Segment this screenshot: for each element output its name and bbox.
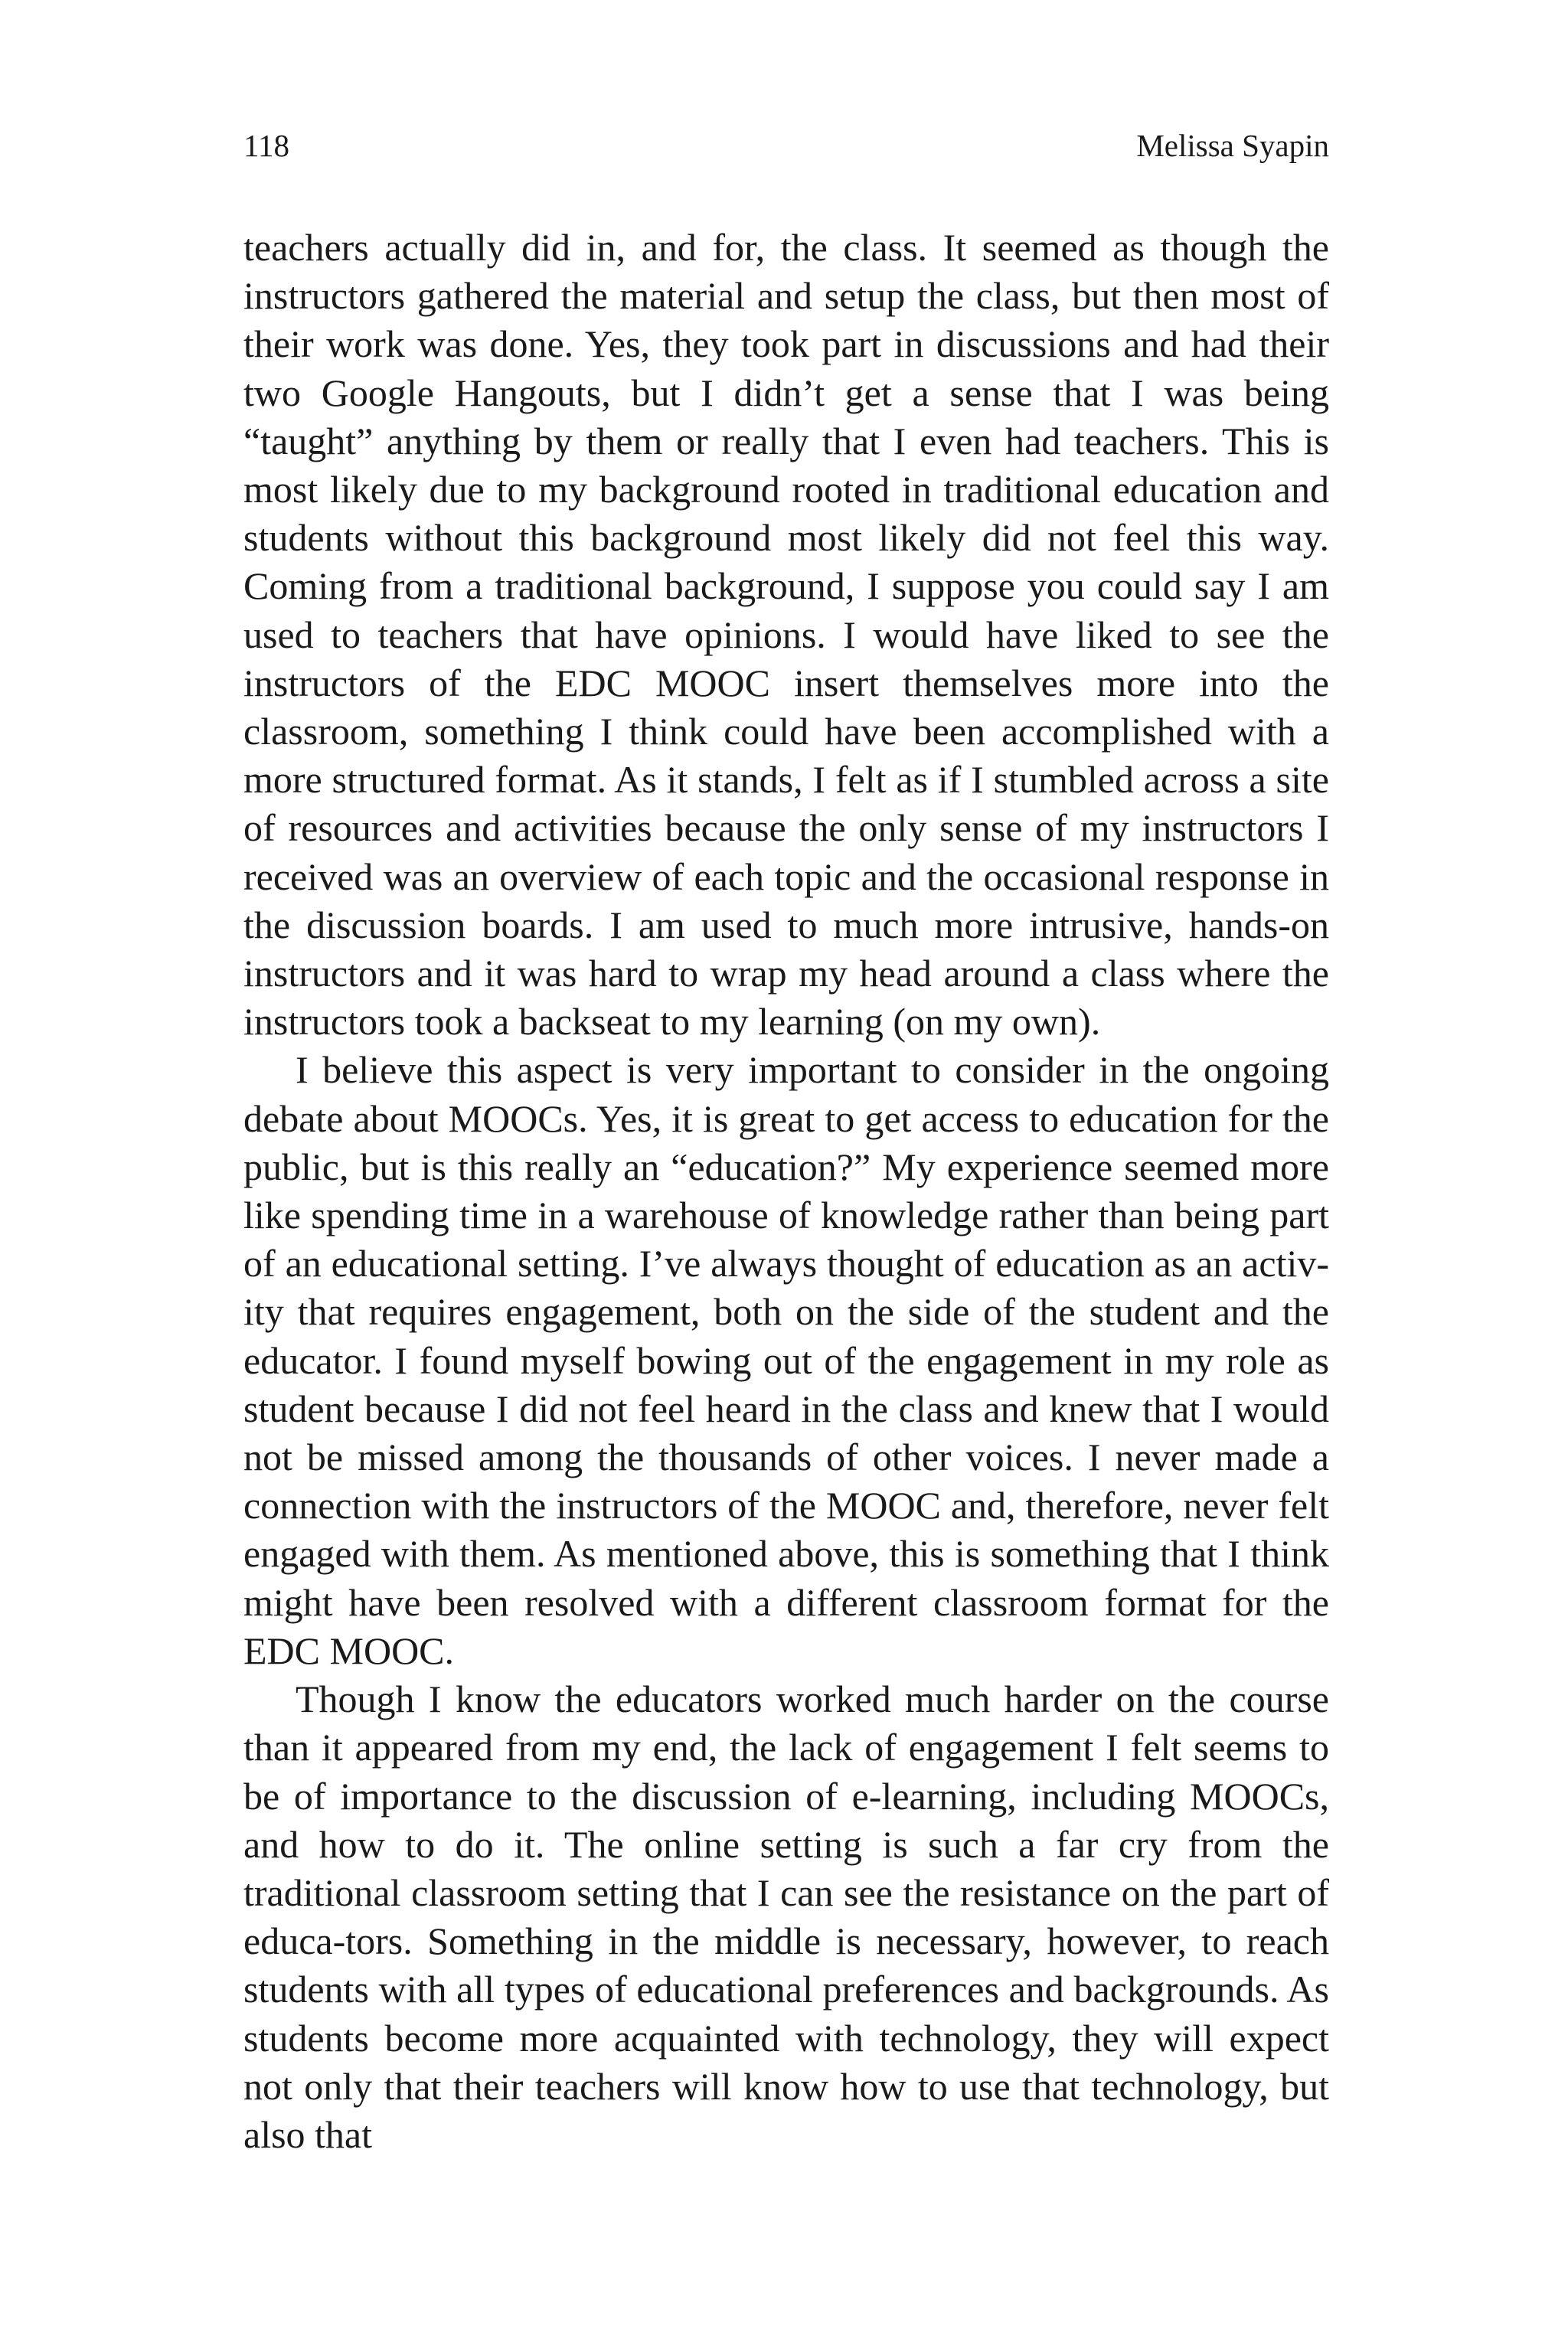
running-head-author: Melissa Syapin (1136, 128, 1329, 163)
paragraph: Though I know the educators worked much harder on the course than it appeared from my end, the lack of engagement I felt seems to be of importance to the discussion of e-learning, including MOOCs, and how to do it. The online setting is such a far cry from the traditional classroom setting that I can see the resistance on the part of educa-tors. Something in the middle is necessary, however, to reach students with all types of educational preferences and backgrounds. As students become more acquainted with technology, they will expect not only that their teachers will know how to use that technology, but also that (243, 1677, 1329, 2156)
page-number: 118 (243, 128, 289, 163)
page-header (243, 115, 1329, 176)
paragraph: I believe this aspect is very important to consider in the ongoing debate about MOOCs. Yes, it is great to get access to education for the public, but is this really an “education?” My experience seemed more like spending time in a warehouse of knowledge rather than being part of an educational setting. I’ve always thought of education as an activ-ity that requires engagement, both on the side of the student and the educator. I found myself bowing out of the engagement in my role as student because I did not feel heard in the class and knew that I would not be missed among the thousands of other voices. I never made a connection with the instructors of the MOOC and, therefore, never felt engaged with them. As mentioned above, this is something that I think might have been resolved with a different classroom format for the EDC MOOC. (243, 1048, 1329, 1672)
body-text (243, 224, 1329, 2159)
paragraph: teachers actually did in, and for, the class. It seemed as though the instructors gathered the material and setup the class, but then most of their work was done. Yes, they took part in discussions and had their two Google Hangouts, but I didn’t get a sense that I was being “taught” anything by them or really that I even had teachers. This is most likely due to my background rooted in traditional education and students without this background most likely did not feel this way. Coming from a traditional background, I suppose you could say I am used to teachers that have opinions. I would have liked to see the instructors of the EDC MOOC insert themselves more into the classroom, something I think could have been accomplished with a more structured format. As it stands, I felt as if I stumbled across a site of resources and activities because the only sense of my instructors I received was an overview of each topic and the occasional response in the discussion boards. I am used to much more intrusive, hands-on instructors and it was hard to wrap my head around a class where the instructors took a backseat to my learning (on my own). (243, 226, 1329, 1044)
